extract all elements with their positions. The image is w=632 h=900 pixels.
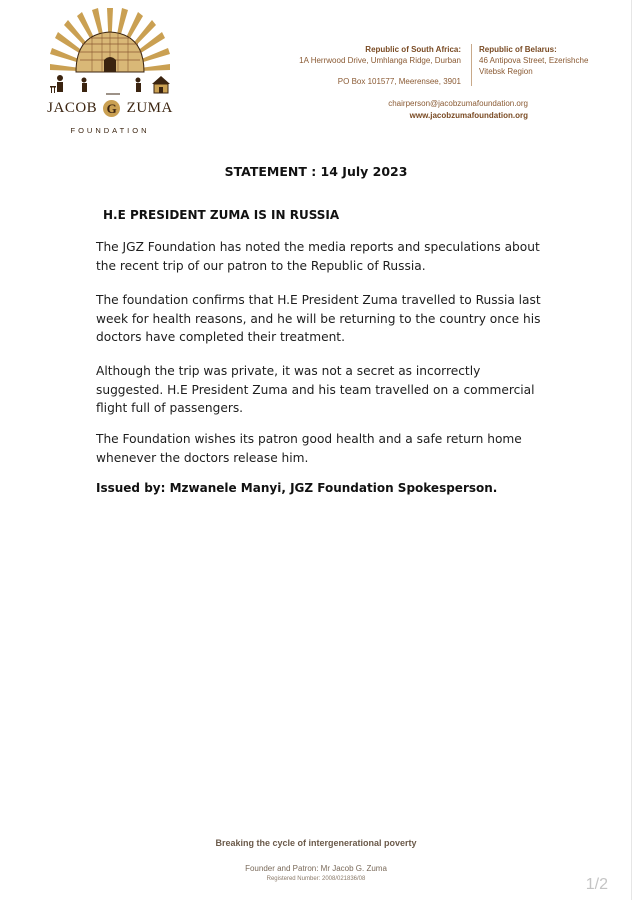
contact-website: www.jacobzumafoundation.org (409, 111, 528, 120)
logo-subtitle: FOUNDATION (70, 126, 150, 135)
paragraph: The foundation confirms that H.E President Zuma travelled to Russia last week for health reasons, and he will be returning to the country once his doctors have completed their treatment. (96, 293, 541, 344)
children-icon (82, 78, 142, 95)
logo-name-right: ZUMA (126, 100, 173, 116)
address-divider (471, 44, 472, 86)
address-sa-po-box: PO Box 101577, Meerensee, 3901 (337, 77, 461, 86)
logo-initial-badge: G (103, 100, 120, 117)
page-counter: 1/2 (585, 876, 608, 893)
address-sa-title: Republic of South Africa: (365, 45, 461, 54)
paragraph: The JGZ Foundation has noted the media reports and speculations about the recent trip of our patron to the Republic of Russia. (96, 240, 540, 273)
footer-registration: Registered Number: 2008/021836/08 (266, 876, 366, 882)
address-by-line1: 46 Antipova Street, Ezerishche (479, 56, 589, 65)
address-south-africa (299, 44, 461, 66)
address-by-line2: Vitebsk Region (479, 67, 533, 76)
foundation-logo (40, 8, 180, 138)
house-icon (152, 76, 170, 93)
statement-heading: H.E PRESIDENT ZUMA IS IN RUSSIA (103, 208, 340, 222)
address-belarus (479, 44, 588, 77)
footer-founder: Founder and Patron: Mr Jacob G. Zuma (245, 864, 387, 873)
contact-email: chairperson@jacobzumafoundation.org (388, 99, 528, 108)
paragraph: Although the trip was private, it was not a secret as incorrectly suggested. H.E President Zuma and his team travelled on a commercial flight full of passengers. (96, 364, 535, 415)
teacher-icon (50, 75, 63, 93)
logo-emblem (46, 8, 174, 100)
dome-hut-icon (76, 32, 144, 72)
address-by-title: Republic of Belarus: (479, 45, 557, 54)
footer-tagline: Breaking the cycle of intergenerational poverty (215, 838, 417, 848)
logo-name-left: JACOB (47, 100, 98, 116)
address-sa-line1: 1A Herrwood Drive, Umhlanga Ridge, Durban (299, 56, 461, 65)
logo-wordmark (40, 100, 180, 117)
statement-title: STATEMENT : 14 July 2023 (224, 164, 408, 179)
issued-by: Issued by: Mzwanele Manyi, JGZ Foundation Spokesperson. (96, 481, 498, 495)
paragraph: The Foundation wishes its patron good health and a safe return home whenever the doctors release him. (96, 432, 522, 465)
